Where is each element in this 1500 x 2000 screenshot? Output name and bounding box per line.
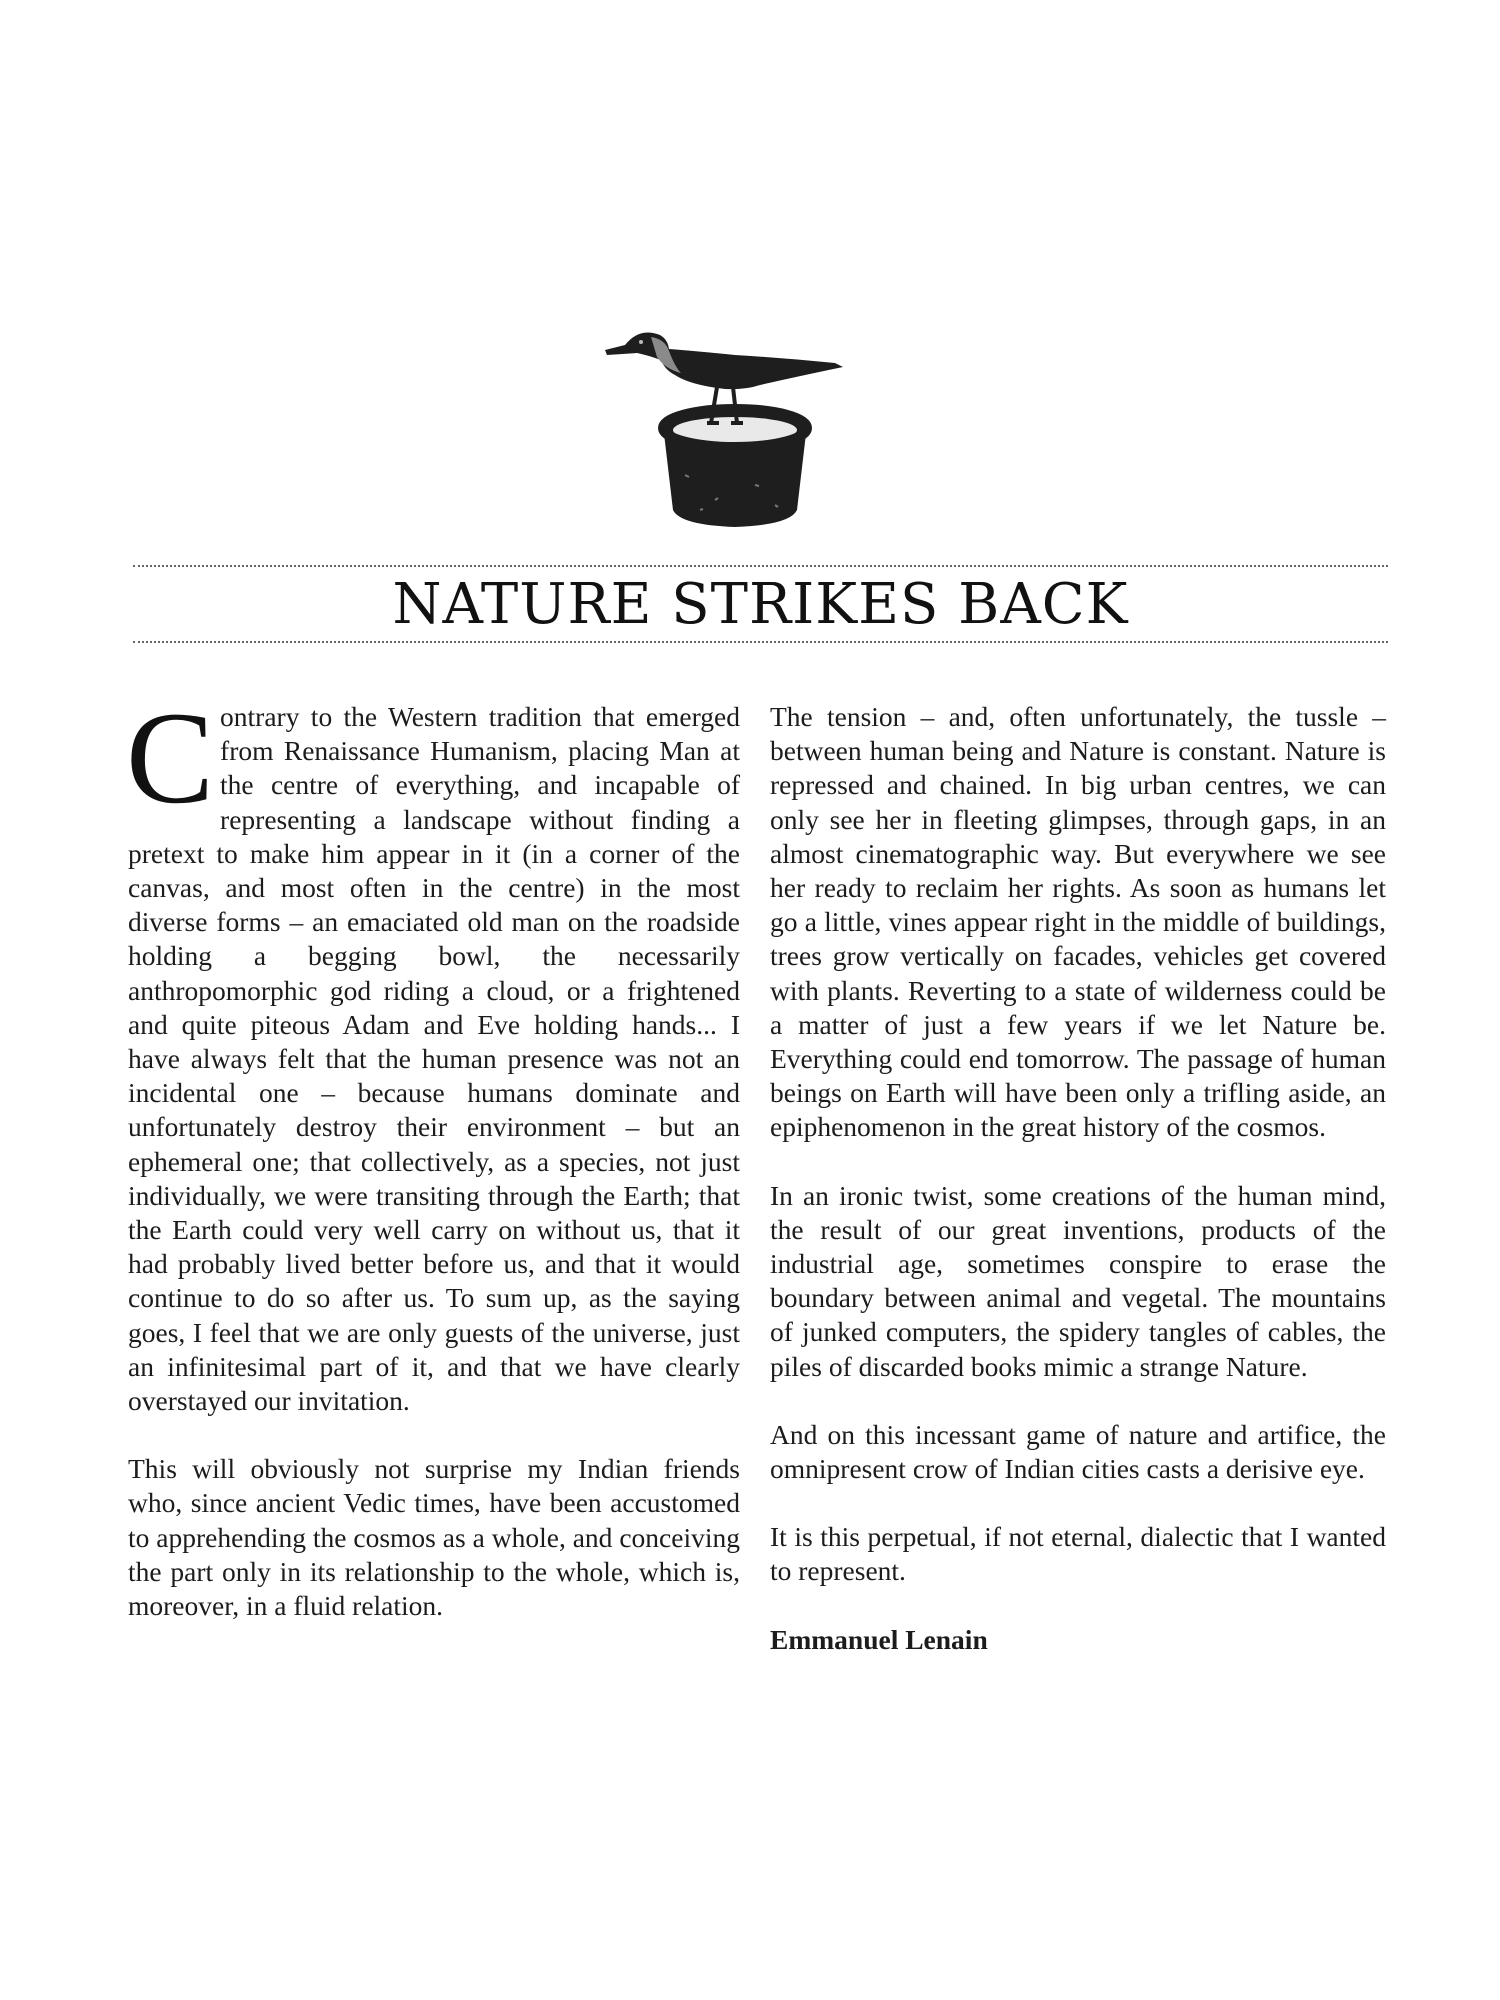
paragraph: In an ironic twist, some creations of the human mind, the result of our great inventions, products of the industrial age, sometimes conspire to erase the boundary between animal and vegetal. The mountains of junked computers, the spidery tangles of cables, the piles of discarded books mimic a strange Nature.	[770, 1179, 1386, 1382]
paragraph	[126, 684, 740, 1418]
paragraph-text: ontrary to the Western tradition that emerged from Renaissance Humanism, placing Man at the centre of everything, and incapable of representing a landscape without finding a pretext to make him appear in it (in a corner of the canvas, and most often in the centre) in the most diverse forms – an emaciated old man on the roadside holding a begging bowl, the necessarily anthropomorphic god riding a cloud, or a frightened and quite piteous Adam and Eve holding hands... I have always felt that the human presence was not an incidental one – because humans dominate and unfortunately destroy their environment – but an ephemeral one; that collectively, as a species, not just individually, we were transiting through the Earth; that the Earth could very well carry on without us, that it had probably lived better before us, and that it would continue to do so after us. To sum up, as the saying goes, I feel that we are only guests of the universe, just an infinitesimal part of it, and that we have clearly overstayed our invitation.	[128, 701, 740, 1417]
title-rule-top	[133, 565, 1388, 567]
paragraph: And on this incessant game of nature and artifice, the omnipresent crow of Indian cities casts a derisive eye.	[770, 1418, 1386, 1485]
paragraph: The tension – and, often unfortunately, the tussle – between human being and Nature is constant. Nature is repressed and chained. In big urban centres, we can only see her in fleeting glimpses, through gaps, in an almost cinematographic way. But everywhere we see her ready to reclaim her rights. As soon as humans let go a little, vines appear right in the middle of buildings, trees grow vertically on facades, vehicles get covered with plants. Reverting to a state of wilderness could be a matter of just a few years if we let Nature be. Everything could end tomorrow. The passage of human beings on Earth will have been only a trifling aside, an epiphenomenon in the great history of the cosmos.	[770, 701, 1386, 1143]
author-signature: Emmanuel Lenain	[770, 1623, 988, 1655]
crow-eye-shape	[639, 340, 643, 344]
paragraph: It is this perpetual, if not eternal, dialectic that I wanted to represent.	[770, 1521, 1386, 1587]
left-column	[126, 684, 740, 1657]
drop-cap: C	[126, 684, 215, 831]
right-column	[770, 700, 1386, 1691]
article-title: NATURE STRIKES BACK	[392, 572, 1129, 637]
crow-on-bowl-icon	[585, 325, 895, 545]
title-rule-bottom	[133, 641, 1388, 643]
paragraph: This will obviously not surprise my Indian friends who, since ancient Vedic times, have been accustomed to apprehending the cosmos as a whole, and conceiving the part only in its relationship to the whole, which is, moreover, in a fluid relation.	[128, 1453, 740, 1622]
